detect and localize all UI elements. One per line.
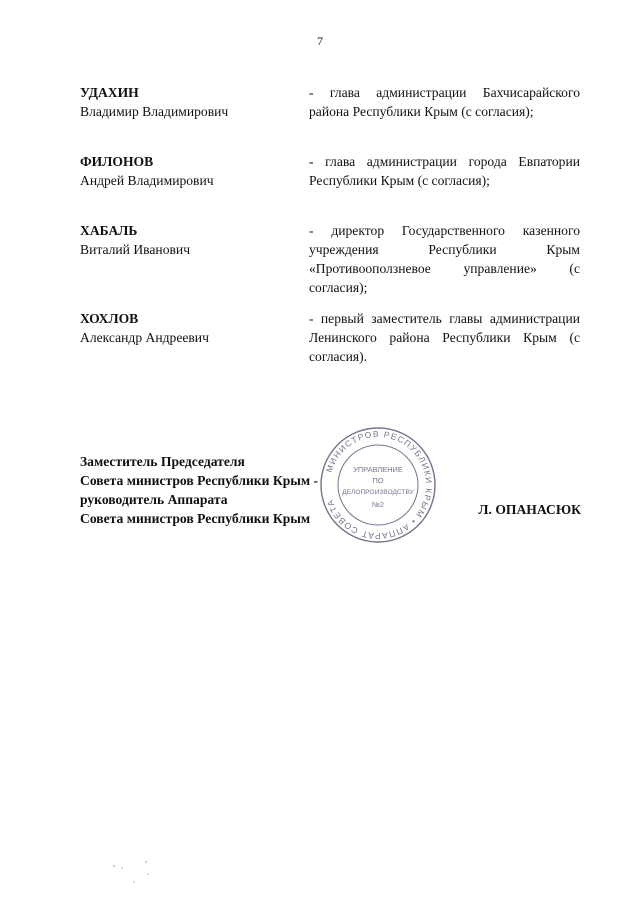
signature-title-line: руководитель Аппарата [80,492,228,507]
member-name [80,309,300,347]
page-number: 7 [317,34,323,48]
member-surname: ХОХЛОВ [80,311,139,326]
member-surname: ХАБАЛЬ [80,223,138,238]
member-name [80,83,300,121]
member-given-name: Андрей Владимирович [80,173,214,188]
member-given-name: Владимир Владимирович [80,104,229,119]
stamp-center-line: ПО [372,476,384,485]
member-role: - глава администрации города Евпатории Республики Крым (с согласия); [309,154,580,188]
stamp-center-line: УПРАВЛЕНИЕ [353,465,403,474]
stamp-center-line: №2 [371,500,385,509]
signature-title-line: Заместитель Председателя [80,454,245,469]
member-given-name: Александр Андреевич [80,330,209,345]
scan-specks [112,860,162,890]
official-stamp [319,426,437,544]
member-name [80,152,300,190]
member-given-name: Виталий Иванович [80,242,191,257]
signer-name: Л. ОПАНАСЮК [478,502,581,517]
member-surname: ФИЛОНОВ [80,154,154,169]
member-name [80,221,300,259]
member-role: - директор Государственного казенного учреждения Республики Крым «Противооползневое управление» (с согласия); [309,223,580,295]
signature-title-line: Совета министров Республики Крым [80,511,311,526]
stamp-center-line: ДЕЛОПРОИЗВОДСТВУ [342,489,414,496]
member-role: - глава администрации Бахчисарайского района Республики Крым (с согласия); [309,85,580,119]
member-surname: УДАХИН [80,85,139,100]
stamp-ring-text: МИНИСТРОВ РЕСПУБЛИКИ КРЫМ • АППАРАТ СОВЕТА [323,428,435,542]
signature-title-line: Совета министров Республики Крым - [80,473,319,488]
member-role: - первый заместитель главы администрации Ленинского района Республики Крым (с согласия). [309,311,580,364]
